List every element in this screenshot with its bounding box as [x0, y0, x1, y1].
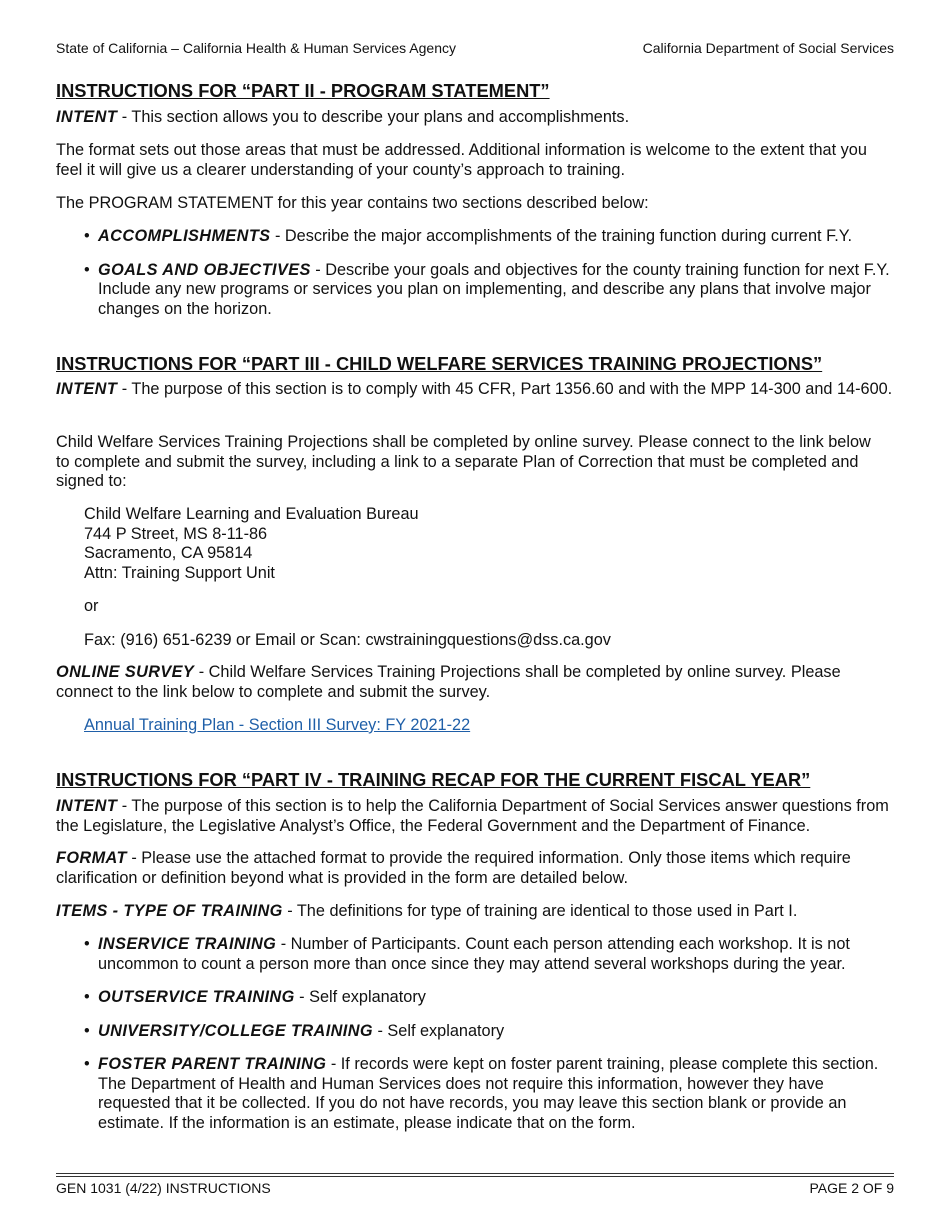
- bullet-text: - Self explanatory: [294, 988, 426, 1006]
- part4-items: [56, 902, 894, 922]
- bullet-label: GOALS AND OBJECTIVES: [98, 260, 311, 279]
- part4-intent-label: INTENT: [56, 797, 118, 815]
- address-line: 744 P Street, MS 8-11-86: [84, 524, 268, 543]
- part4-items-text: - The definitions for type of training are identical to those used in Part I.: [282, 902, 798, 920]
- address-line: Attn: Training Support Unit: [84, 563, 275, 582]
- footer-divider: [56, 1173, 894, 1174]
- part2-sections-intro: The PROGRAM STATEMENT for this year contains two sections described below:: [56, 194, 649, 212]
- bullet-text: - Describe your goals and objectives for the county training function for next F.Y. Include any new programs or services you plan on implementing, and describe any plans that involve major changes on the horizon.: [98, 260, 890, 318]
- mailing-address: [56, 505, 419, 583]
- part4-format-label: FORMAT: [56, 849, 127, 867]
- page-header: [56, 40, 894, 56]
- part4-title: INSTRUCTIONS FOR “PART IV - TRAINING RECAP FOR THE CURRENT FISCAL YEAR”: [56, 769, 811, 790]
- online-survey-paragraph: [56, 663, 894, 702]
- bullet-label: OUTSERVICE TRAINING: [98, 988, 295, 1006]
- part4-intent: [56, 797, 894, 836]
- part4-format: [56, 849, 894, 888]
- bullet-text: - Number of Participants. Count each person attending each workshop. It is not uncommon to count a person more than once since they may attend several workshops during the year.: [98, 935, 850, 973]
- contact-info: Fax: (916) 651-6239 or Email or Scan: cwstrainingquestions@dss.ca.gov: [84, 631, 611, 649]
- bullet-text: - If records were kept on foster parent training, please complete this section. The Department of Health and Human Services does not require this information, however they have requested that it be collected. If you do not have records, you may leave this section blank or provide an estimate. If the information is an estimate, please indicate that on the form.: [98, 1055, 879, 1132]
- list-item: [84, 261, 894, 320]
- list-item: [84, 935, 894, 974]
- bullet-label: ACCOMPLISHMENTS: [98, 227, 271, 245]
- form-number: GEN 1031 (4/22) INSTRUCTIONS: [56, 1180, 271, 1196]
- part3-survey-paragraph: Child Welfare Services Training Projections shall be completed by online survey. Please connect to the link below to complete and submit the survey, including a link to a separate Plan of Correction that must be completed and signed to:: [56, 433, 871, 490]
- bullet-label: UNIVERSITY/COLLEGE TRAINING: [98, 1021, 373, 1040]
- part2-title: INSTRUCTIONS FOR “PART II - PROGRAM STATEMENT”: [56, 80, 550, 101]
- header-department: California Department of Social Services: [642, 40, 894, 56]
- part3-intent: [56, 380, 894, 400]
- address-line: Child Welfare Learning and Evaluation Bureau: [84, 505, 419, 523]
- part3-intent-text: - The purpose of this section is to comply with 45 CFR, Part 1356.60 and with the MPP 14-300 and 14-600.: [117, 380, 893, 398]
- footer-divider: [56, 1176, 894, 1177]
- page-footer: [56, 1180, 894, 1196]
- bullet-label: FOSTER PARENT TRAINING: [98, 1055, 327, 1073]
- online-survey-text: - Child Welfare Services Training Projections shall be completed by online survey. Please connect to the link below to complete and submit the survey.: [56, 663, 841, 701]
- part2-intent: [56, 108, 894, 128]
- part2-bullet-list: [56, 227, 894, 319]
- bullet-text: - Self explanatory: [372, 1021, 505, 1040]
- bullet-text: - Describe the major accomplishments of the training function during current F.Y.: [270, 227, 853, 245]
- part3-title: INSTRUCTIONS FOR “PART III - CHILD WELFARE SERVICES TRAINING PROJECTIONS”: [56, 353, 823, 374]
- part3-intent-label: INTENT: [56, 380, 118, 398]
- part2-intent-text: - This section allows you to describe your plans and accomplishments.: [117, 108, 630, 126]
- bullet-label: INSERVICE TRAINING: [98, 935, 277, 953]
- part4-intent-text: - The purpose of this section is to help the California Department of Social Services answer questions from the Legislature, the Legislative Analyst’s Office, the Federal Government and the Department of Finance.: [56, 797, 889, 835]
- list-item: [84, 227, 894, 247]
- list-item: [84, 988, 894, 1008]
- page-number: PAGE 2 OF 9: [809, 1180, 894, 1196]
- part4-bullet-list: [56, 935, 894, 1133]
- part4-items-label: ITEMS - TYPE OF TRAINING: [56, 902, 283, 920]
- survey-link-row: [56, 716, 470, 736]
- address-line: Sacramento, CA 95814: [84, 544, 253, 562]
- part4-format-text: - Please use the attached format to provide the required information. Only those items which require clarification or definition beyond what is provided in the form are detailed below.: [56, 849, 851, 887]
- header-agency: State of California – California Health & Human Services Agency: [56, 40, 456, 56]
- survey-link[interactable]: Annual Training Plan - Section III Survey: FY 2021-22: [84, 716, 471, 734]
- part2-format-paragraph: The format sets out those areas that must be addressed. Additional information is welcome to the extent that you feel it will give us a clearer understanding of your county’s approach to training.: [56, 141, 867, 179]
- list-item: [84, 1055, 894, 1133]
- or-text: or: [84, 597, 99, 615]
- list-item: [84, 1022, 894, 1042]
- part2-intent-label: INTENT: [56, 108, 118, 126]
- online-survey-label: ONLINE SURVEY: [56, 663, 195, 681]
